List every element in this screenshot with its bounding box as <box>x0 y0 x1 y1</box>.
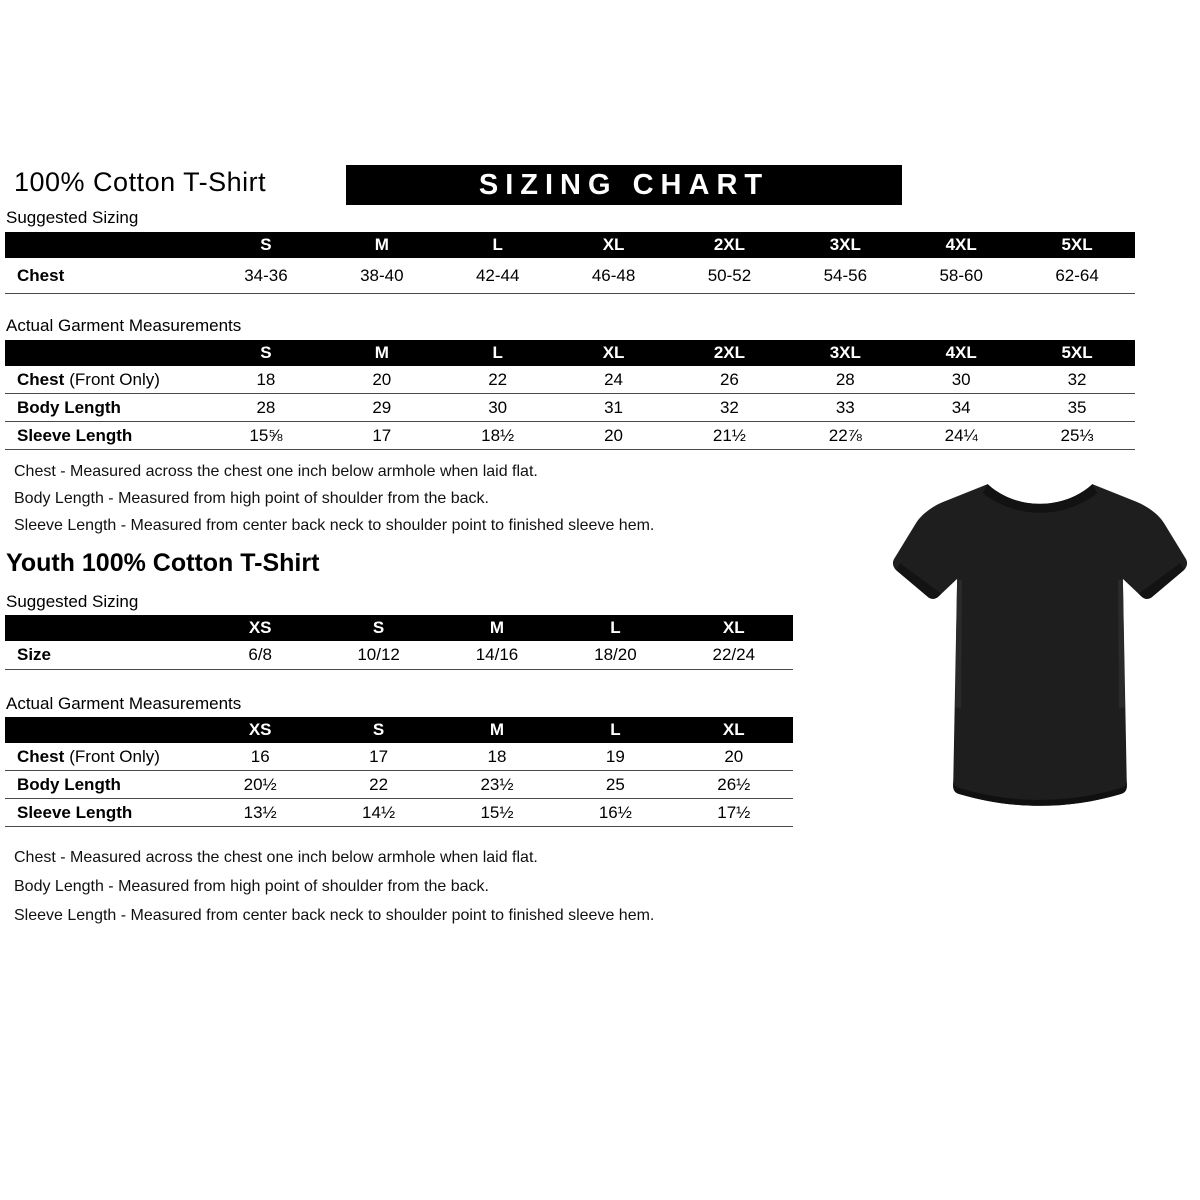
size-column-header: M <box>489 720 505 739</box>
measurement-value: 16 <box>250 746 270 766</box>
measurement-value: 21½ <box>712 425 746 445</box>
adult-actual-table <box>5 340 1135 450</box>
measurement-value: 20½ <box>243 774 277 794</box>
youth-section-title: Youth 100% Cotton T-Shirt <box>6 549 320 577</box>
size-column-header: 5XL <box>1061 343 1093 362</box>
size-column-header: XS <box>248 618 272 637</box>
measurement-value: 34 <box>951 397 971 417</box>
measurement-value: 13½ <box>243 802 277 822</box>
measurement-value: 22/24 <box>712 645 756 664</box>
row-label: Chest <box>17 265 65 285</box>
adult-suggested-table <box>5 232 1135 294</box>
adult-section-title: 100% Cotton T-Shirt <box>14 167 267 197</box>
youth-actual-label: Actual Garment Measurements <box>6 694 242 713</box>
measurement-value: 17½ <box>717 802 751 822</box>
measurement-value: 42-44 <box>475 265 520 285</box>
measurement-value: 20 <box>372 369 392 389</box>
adult-suggested-label: Suggested Sizing <box>6 208 139 227</box>
table-row <box>5 366 1135 394</box>
size-column-header: L <box>492 235 503 254</box>
size-column-header: XL <box>722 618 745 637</box>
row-label: Size <box>17 645 52 664</box>
measurement-value: 20 <box>604 425 624 445</box>
youth-actual-table <box>5 717 793 827</box>
measurement-value: 16½ <box>598 802 632 822</box>
size-column-header: XL <box>602 343 625 362</box>
measurement-value: 58-60 <box>939 265 983 285</box>
adult-notes <box>14 458 654 539</box>
size-column-header: XL <box>722 720 745 739</box>
measurement-value: 18½ <box>481 425 515 445</box>
size-column-header: 4XL <box>945 343 977 362</box>
youth-suggested-table <box>5 615 793 670</box>
size-column-header: 4XL <box>945 235 977 254</box>
size-column-header: 3XL <box>829 343 861 362</box>
size-column-header: 5XL <box>1061 235 1093 254</box>
adult-actual-label: Actual Garment Measurements <box>6 316 242 335</box>
measurement-value: 22 <box>369 774 389 794</box>
youth-notes <box>14 843 654 930</box>
note-body-length: Body Length - Measured from high point of shoulder from the back. <box>14 489 489 507</box>
measurement-value: 20 <box>724 746 744 766</box>
youth-actual-table-header <box>5 717 793 743</box>
measurement-value: 34-36 <box>244 265 288 285</box>
table-row <box>5 258 1135 294</box>
measurement-value: 38-40 <box>360 265 404 285</box>
measurement-value: 17 <box>372 425 392 445</box>
measurement-value: 35 <box>1067 397 1087 417</box>
size-column-header: XL <box>602 235 625 254</box>
youth-suggested-table-header <box>5 615 793 641</box>
note-sleeve-length: Sleeve Length - Measured from center back neck to shoulder point to finished sleeve hem. <box>14 516 655 534</box>
size-column-header-blank <box>5 717 201 743</box>
measurement-value: 14/16 <box>475 645 519 664</box>
row-label: Sleeve Length <box>17 802 133 822</box>
measurement-value: 54-56 <box>823 265 868 285</box>
sizing-chart-banner: SIZING CHART <box>346 165 902 205</box>
measurement-value: 31 <box>604 397 624 417</box>
measurement-value: 28 <box>256 397 276 417</box>
youth-suggested-label: Suggested Sizing <box>6 592 139 611</box>
measurement-value: 22 <box>488 369 508 389</box>
size-column-header: L <box>610 720 621 739</box>
size-column-header: M <box>374 235 389 254</box>
size-column-header: S <box>372 618 385 637</box>
size-column-header: 2XL <box>713 235 746 254</box>
adult-actual-table-header <box>5 340 1135 366</box>
size-column-header-blank <box>5 340 208 366</box>
size-column-header: L <box>492 343 503 362</box>
measurement-value: 19 <box>605 746 625 766</box>
row-label: Sleeve Length <box>17 425 133 445</box>
measurement-value: 24 <box>604 369 624 389</box>
measurement-value: 29 <box>372 397 392 417</box>
measurement-value: 23½ <box>480 774 514 794</box>
table-row <box>5 771 793 799</box>
measurement-value: 62-64 <box>1055 265 1099 285</box>
note-chest: Chest - Measured across the chest one inch below armhole when laid flat. <box>14 462 538 480</box>
tshirt-silhouette-icon <box>892 468 1188 818</box>
note-body-length: Body Length - Measured from high point of shoulder from the back. <box>14 877 489 895</box>
measurement-value: 46-48 <box>591 265 636 285</box>
table-row <box>5 422 1135 450</box>
size-column-header: S <box>260 343 272 362</box>
measurement-value: 25⅓ <box>1060 425 1094 445</box>
measurement-value: 30 <box>488 397 508 417</box>
size-column-header: 3XL <box>829 235 861 254</box>
measurement-value: 26½ <box>717 774 751 794</box>
measurement-value: 18 <box>256 369 276 389</box>
measurement-value: 6/8 <box>248 645 273 664</box>
size-column-header: 2XL <box>713 343 746 362</box>
size-column-header-blank <box>5 232 208 258</box>
measurement-value: 15½ <box>480 802 514 822</box>
measurement-value: 28 <box>835 369 855 389</box>
note-sleeve-length: Sleeve Length - Measured from center back neck to shoulder point to finished sleeve hem. <box>14 906 655 924</box>
measurement-value: 18 <box>487 746 507 766</box>
measurement-value: 30 <box>951 369 971 389</box>
measurement-value: 22⅞ <box>828 425 862 445</box>
size-column-header: M <box>489 618 505 637</box>
size-column-header: S <box>260 235 272 254</box>
size-column-header: S <box>372 720 385 739</box>
table-row <box>5 641 793 670</box>
measurement-value: 32 <box>1067 369 1087 389</box>
row-label: Chest (Front Only) <box>17 369 160 389</box>
measurement-value: 25 <box>605 774 625 794</box>
table-row <box>5 799 793 827</box>
size-column-header: M <box>374 343 389 362</box>
table-row <box>5 743 793 771</box>
measurement-value: 17 <box>369 746 389 766</box>
row-label: Chest (Front Only) <box>17 746 160 766</box>
measurement-value: 32 <box>719 397 739 417</box>
size-column-header: L <box>610 618 621 637</box>
measurement-value: 24¼ <box>944 425 978 445</box>
table-row <box>5 394 1135 422</box>
tshirt-product-image <box>892 468 1188 818</box>
measurement-value: 50-52 <box>707 265 752 285</box>
measurement-value: 26 <box>719 369 739 389</box>
measurement-value: 15⅝ <box>249 425 283 445</box>
row-label: Body Length <box>17 774 121 794</box>
note-chest: Chest - Measured across the chest one inch below armhole when laid flat. <box>14 848 538 866</box>
adult-suggested-table-header <box>5 232 1135 258</box>
measurement-value: 33 <box>835 397 855 417</box>
measurement-value: 14½ <box>362 802 396 822</box>
size-column-header-blank <box>5 615 201 641</box>
measurement-value: 18/20 <box>594 645 637 664</box>
size-column-header: XS <box>248 720 272 739</box>
measurement-value: 10/12 <box>357 645 400 664</box>
row-label: Body Length <box>17 397 121 417</box>
